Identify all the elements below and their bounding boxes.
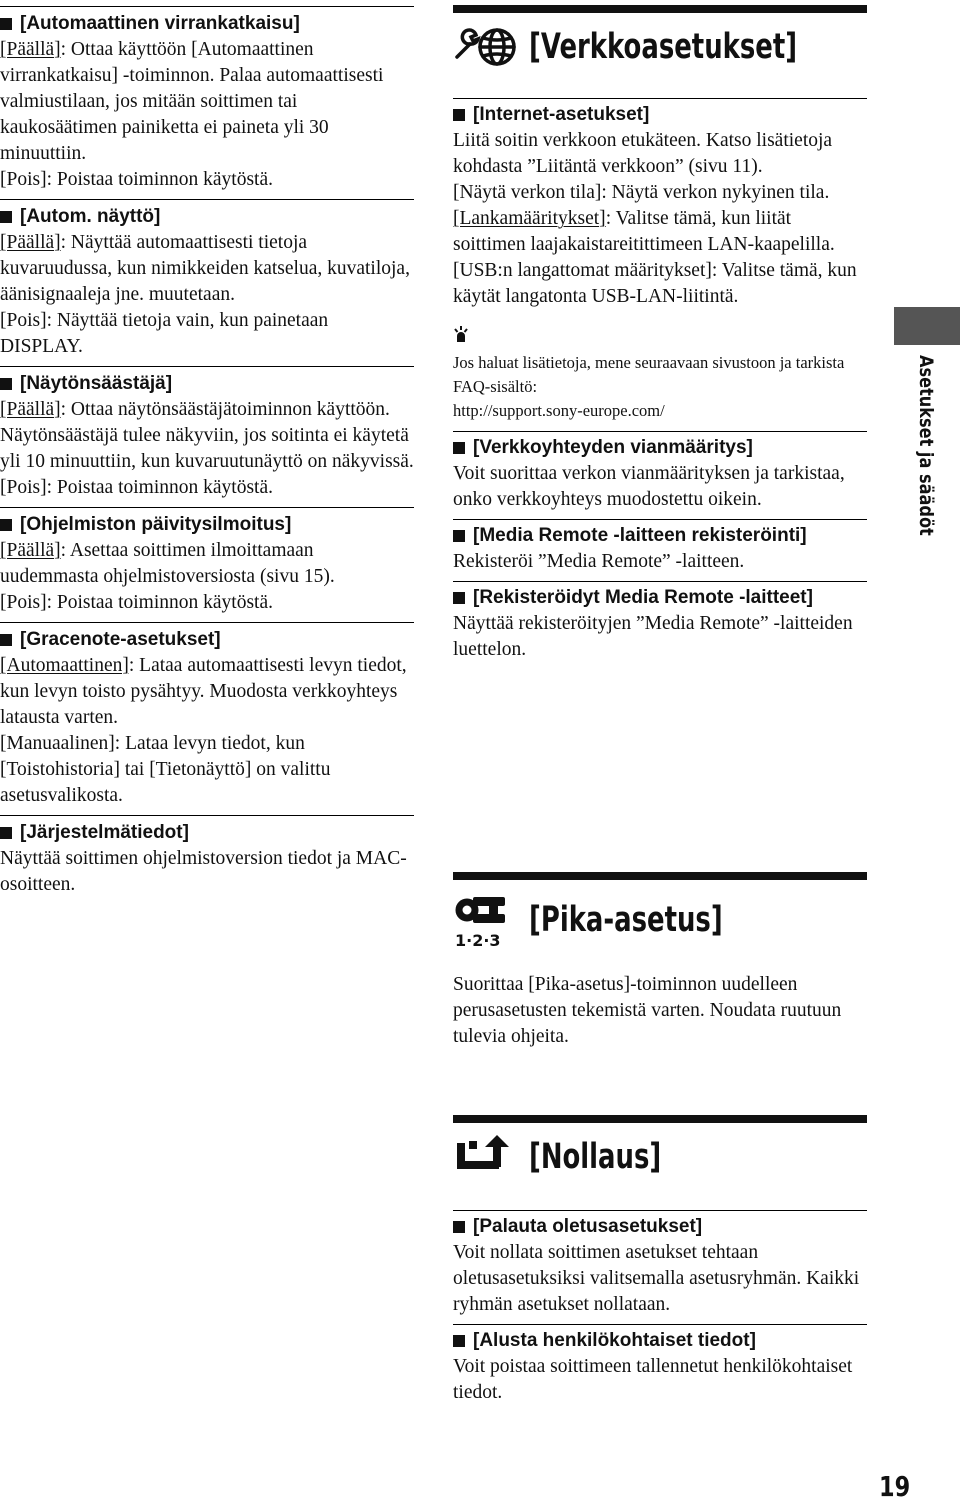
reset-icon [453,1133,519,1181]
section-restore-defaults [453,1210,867,1324]
section-heading [453,435,867,461]
section-heading [0,627,414,653]
paragraph: [Pois]: Poistaa toiminnon käytöstä. [0,169,273,190]
side-chapter-label: Asetukset ja säädöt [915,355,937,536]
paragraph: [Pois]: Näyttää tietoja vain, kun painetaan DISPLAY. [0,310,329,357]
square-bullet-icon [0,634,12,646]
header-bar [453,5,867,13]
header-bar [453,872,867,880]
heading-text: [Alusta henkilökohtaiset tiedot] [473,1330,756,1351]
section-heading [453,102,867,128]
paragraph: Näyttää soittimen ohjelmistoversion tiedot ja MAC-osoitteen. [0,848,407,895]
heading-text: [Internet-asetukset] [473,104,650,125]
square-bullet-icon [453,1221,465,1233]
paragraph: [Näytä verkon tila]: Näytä verkon nykyinen tila. [453,182,830,203]
heading-text: [Näytönsäästäjä] [20,373,173,394]
network-settings-title: [Verkkoasetukset] [529,27,798,67]
section-system-info [0,815,414,904]
section-heading [0,512,414,538]
heading-text: [Autom. näyttö] [20,206,161,227]
paragraph: Voit nollata soittimen asetukset tehtaan oletusasetuksiksi valitsemalla asetusryhmän. Kaikki ryhmän asetukset nollataan. [453,1242,860,1315]
heading-text: [Järjestelmätiedot] [20,822,189,843]
reset-title: [Nollaus] [529,1137,662,1177]
network-settings-body [453,98,867,663]
heading-text: [Automaattinen virrankatkaisu] [20,13,300,34]
section-heading [453,523,867,549]
page-number: 19 [879,1470,911,1503]
section-auto-display [0,199,414,366]
section-heading [0,371,414,397]
quick-setup-title: [Pika-asetus] [529,900,723,940]
section-media-remote-registration [453,519,867,581]
section-screensaver [0,366,414,507]
tip-text: Jos haluat lisätietoja, mene seuraavaan sivustoon ja tarkista FAQ-sisältö: [453,353,845,396]
paragraph: [Manuaalinen]: Lataa levyn tiedot, kun [Toistohistoria] tai [Tietonäyttö] on valittu asetusvalikosta. [0,733,331,806]
paragraph: Rekisteröi ”Media Remote” -laitteen. [453,551,745,572]
square-bullet-icon [0,827,12,839]
left-column [0,0,414,904]
heading-text: [Gracenote-asetukset] [20,629,221,650]
section-internet-settings [453,98,867,431]
square-bullet-icon [453,530,465,542]
paragraph: [Päällä]: Ottaa näytönsäästäjätoiminnon käyttöön. Näytönsäästäjä tulee näkyviin, jos soitinta ei käytetä yli 10 minuuttiin, kun kuvaruutunäyttö on näkyvissä. [0,399,414,472]
section-registered-media-remotes [453,581,867,663]
network-settings-icon [453,23,519,71]
section-heading [453,585,867,611]
section-heading [453,1328,867,1354]
square-bullet-icon [453,1335,465,1347]
side-tab-marker [894,307,960,345]
square-bullet-icon [0,18,12,30]
heading-text: [Ohjelmiston päivitysilmoitus] [20,514,292,535]
tip-box [453,324,867,423]
paragraph: [Päällä]: Asettaa soittimen ilmoittamaan uudemmasta ohjelmistoversiosta (sivu 15). [0,540,335,587]
heading-text: [Rekisteröidyt Media Remote -laitteet] [473,587,813,608]
quick-setup-body [453,972,867,1050]
paragraph: [Päällä]: Ottaa käyttöön [Automaattinen virrankatkaisu] -toiminnon. Palaa automaattisesti valmiustilaan, jos mitään soittimen tai kaukosäätimen painiketta ei paineta yli 30 minuuttiin. [0,39,384,164]
square-bullet-icon [0,378,12,390]
section-network-diagnostics [453,431,867,519]
square-bullet-icon [453,592,465,604]
reset-body [453,1210,867,1406]
paragraph: Voit suorittaa verkon vianmäärityksen ja tarkistaa, onko verkkoyhteys muodostettu oikein. [453,463,845,510]
heading-text: [Verkkoyhteyden vianmääritys] [473,437,753,458]
paragraph: Voit poistaa soittimeen tallennetut henkilökohtaiset tiedot. [453,1356,853,1403]
square-bullet-icon [0,519,12,531]
section-heading [0,11,414,37]
paragraph: [Lankamääritykset]: Valitse tämä, kun liität soittimen laajakaistareitittimeen LAN-kaapelilla. [453,208,835,255]
network-settings-header [453,5,867,71]
square-bullet-icon [0,211,12,223]
hint-icon [453,324,469,346]
paragraph: [Pois]: Poistaa toiminnon käytöstä. [0,592,273,613]
paragraph: [Pois]: Poistaa toiminnon käytöstä. [0,477,273,498]
paragraph: Näyttää rekisteröityjen ”Media Remote” -laitteiden luettelon. [453,613,853,660]
heading-text: [Palauta oletusasetukset] [473,1216,703,1237]
header-bar [453,1115,867,1123]
heading-text: [Media Remote -laitteen rekisteröinti] [473,525,807,546]
section-heading [0,204,414,230]
paragraph: [USB:n langattomat määritykset]: Valitse tämä, kun käytät langatonta USB-LAN-liitintä. [453,260,857,307]
quick-setup-icon [453,890,519,950]
paragraph: [Automaattinen]: Lataa automaattisesti levyn tiedot, kun levyn toisto pysähtyy. Muodosta verkkoyhteys latausta varten. [0,655,407,728]
paragraph: Suorittaa [Pika-asetus]-toiminnon uudelleen perusasetusten tekemistä varten. Noudata ruutuun tulevia ohjeita. [453,974,842,1047]
paragraph: [Päällä]: Näyttää automaattisesti tietoja kuvaruudussa, kun nimikkeiden katselua, kuvatiloja, äänisignaaleja jne. muutetaan. [0,232,410,305]
section-init-personal-info [453,1324,867,1406]
section-auto-standby [0,6,414,199]
tip-url: http://support.sony-europe.com/ [453,401,665,420]
square-bullet-icon [453,109,465,121]
quick-setup-icon-label: 1·2·3 [455,931,501,950]
quick-setup-header [453,872,867,950]
section-heading [453,1214,867,1240]
reset-header [453,1115,867,1181]
section-software-update-notice [0,507,414,622]
square-bullet-icon [453,442,465,454]
section-heading [0,820,414,846]
section-gracenote [0,622,414,815]
paragraph: Liitä soitin verkkoon etukäteen. Katso lisätietoja kohdasta ”Liitäntä verkkoon” (sivu 11). [453,130,833,177]
